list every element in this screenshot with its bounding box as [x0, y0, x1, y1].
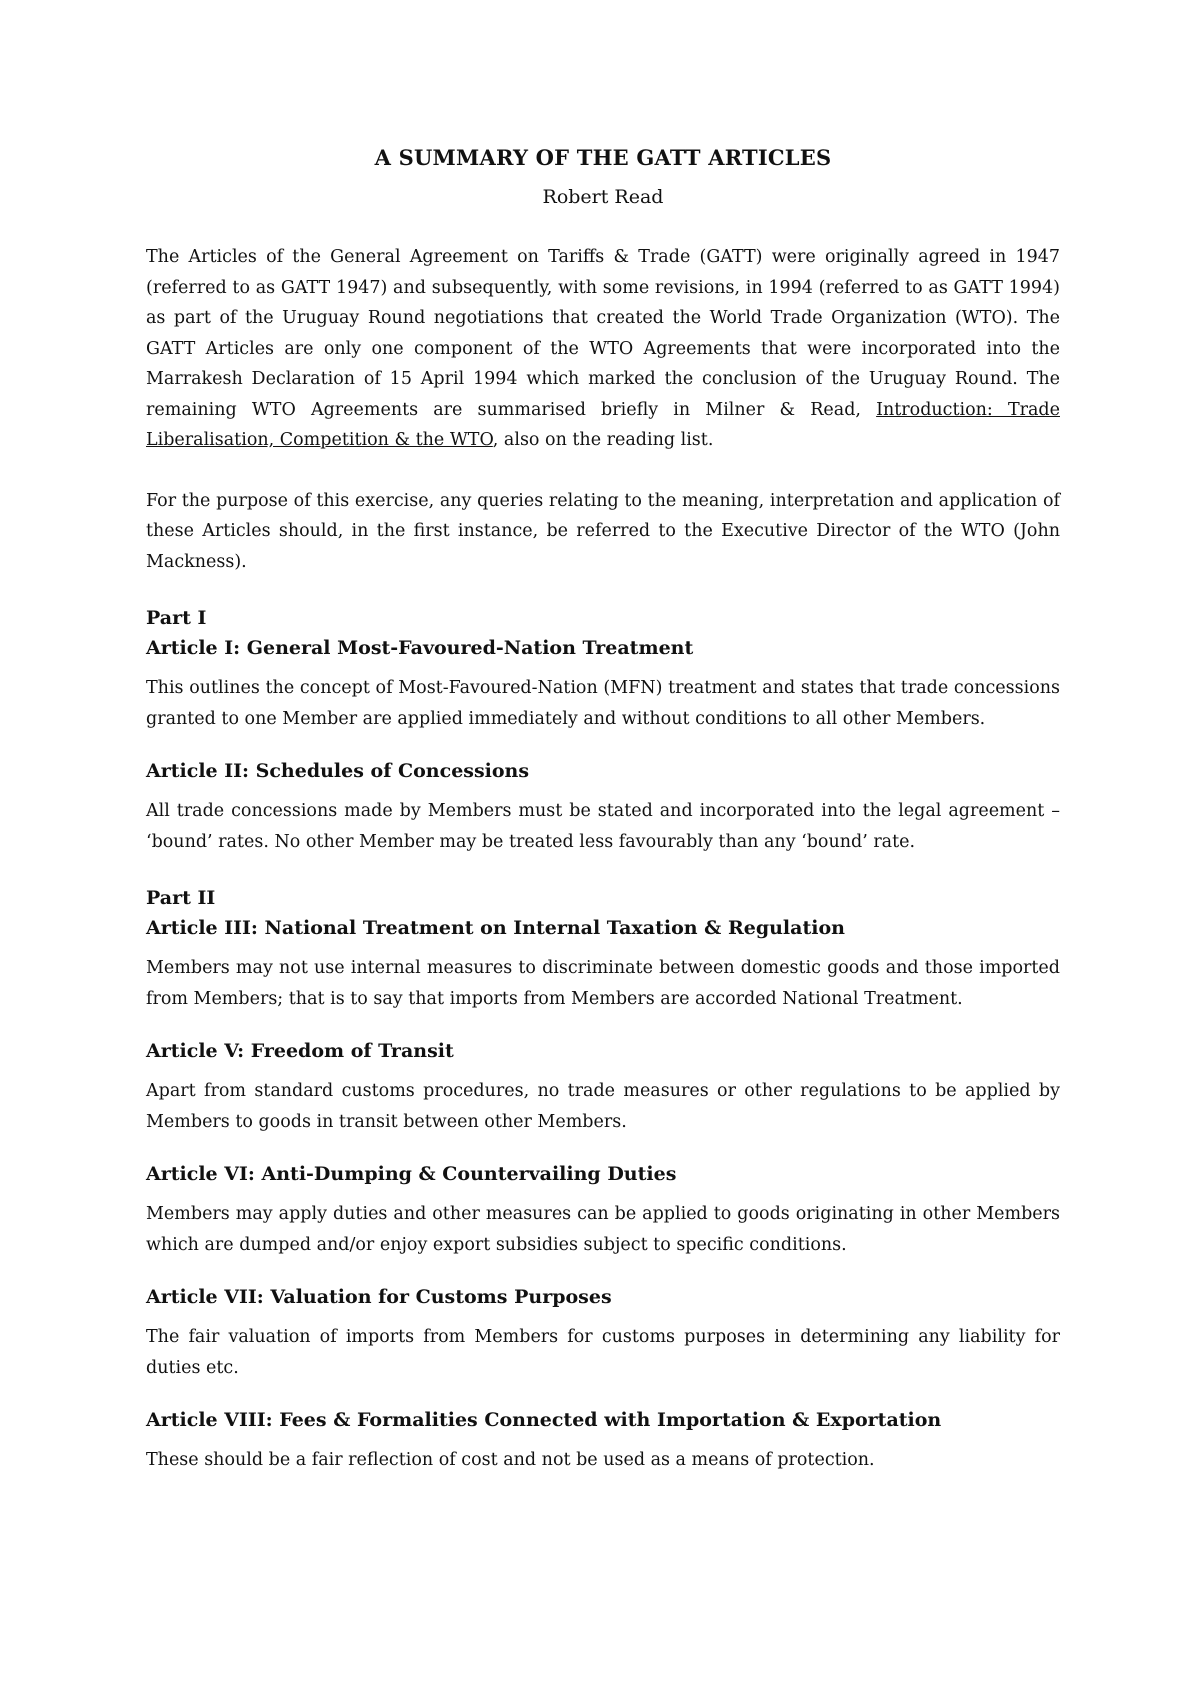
article-section: [146, 633, 1060, 734]
article-heading: Article VI: Anti-Dumping & Countervailing Duties: [146, 1163, 677, 1185]
article-section: [146, 1405, 1060, 1476]
intro-text-before: The Articles of the General Agreement on Tariffs & Trade (GATT) were originally agreed in 1947 (referred to as GATT 1947) and subsequently, with some revisions, in 1994 (referred to as GATT 1994) as part of the Uruguay Round negotiations that created the World Trade Organization (WTO). The GATT Articles are only one component of the WTO Agreements that were incorporated into the Marrakesh Declaration of 15 April 1994 which marked the conclusion of the Uruguay Round. The remaining WTO Agreements are summarised briefly in Milner & Read,: [146, 247, 1060, 420]
article-heading: Article VII: Valuation for Customs Purposes: [146, 1286, 612, 1308]
document-author: Robert Read: [542, 186, 664, 208]
article-heading: Article II: Schedules of Concessions: [146, 760, 530, 782]
article-section: [146, 1282, 1060, 1383]
part-label: Part II: [146, 887, 216, 909]
article-body: This outlines the concept of Most-Favoured-Nation (MFN) treatment and states that trade concessions granted to one Member are applied immediately and without conditions to all other Members.: [146, 678, 1060, 729]
part-1: [146, 603, 1060, 857]
article-body: Apart from standard customs procedures, no trade measures or other regulations to be applied by Members to goods in transit between other Members.: [146, 1081, 1060, 1132]
intro-text-after: , also on the reading list.: [492, 430, 714, 450]
part-2: [146, 883, 1060, 1476]
article-heading: Article V: Freedom of Transit: [146, 1040, 454, 1062]
article-section: [146, 1159, 1060, 1260]
article-heading: Article III: National Treatment on Internal Taxation & Regulation: [146, 917, 845, 939]
article-section: [146, 756, 1060, 857]
article-heading: Article VIII: Fees & Formalities Connected with Importation & Exportation: [146, 1409, 942, 1431]
article-section: [146, 913, 1060, 1014]
purpose-paragraph: For the purpose of this exercise, any queries relating to the meaning, interpretation and application of these Articles should, in the first instance, be referred to the Executive Director of the WTO (John Mackness).: [146, 490, 1060, 572]
document-page: [146, 142, 1060, 1476]
article-body: The fair valuation of imports from Members for customs purposes in determining any liability for duties etc.: [146, 1327, 1060, 1378]
article-body: These should be a fair reflection of cost and not be used as a means of protection.: [146, 1450, 875, 1470]
article-body: Members may not use internal measures to discriminate between domestic goods and those imported from Members; that is to say that imports from Members are accorded National Treatment.: [146, 958, 1060, 1009]
intro-paragraph: [146, 242, 1060, 456]
article-section: [146, 1036, 1060, 1137]
article-body: All trade concessions made by Members must be stated and incorporated into the legal agreement – ‘bound’ rates. No other Member may be treated less favourably than any ‘bound’ rate.: [146, 801, 1060, 852]
article-body: Members may apply duties and other measures can be applied to goods originating in other Members which are dumped and/or enjoy export subsidies subject to specific conditions.: [146, 1204, 1060, 1255]
article-heading: Article I: General Most-Favoured-Nation Treatment: [146, 637, 694, 659]
book-title-reference: Introduction: Trade Liberalisation, Competition & the WTO: [146, 399, 1060, 450]
part-label: Part I: [146, 607, 207, 629]
document-title: A SUMMARY OF THE GATT ARTICLES: [374, 145, 832, 170]
